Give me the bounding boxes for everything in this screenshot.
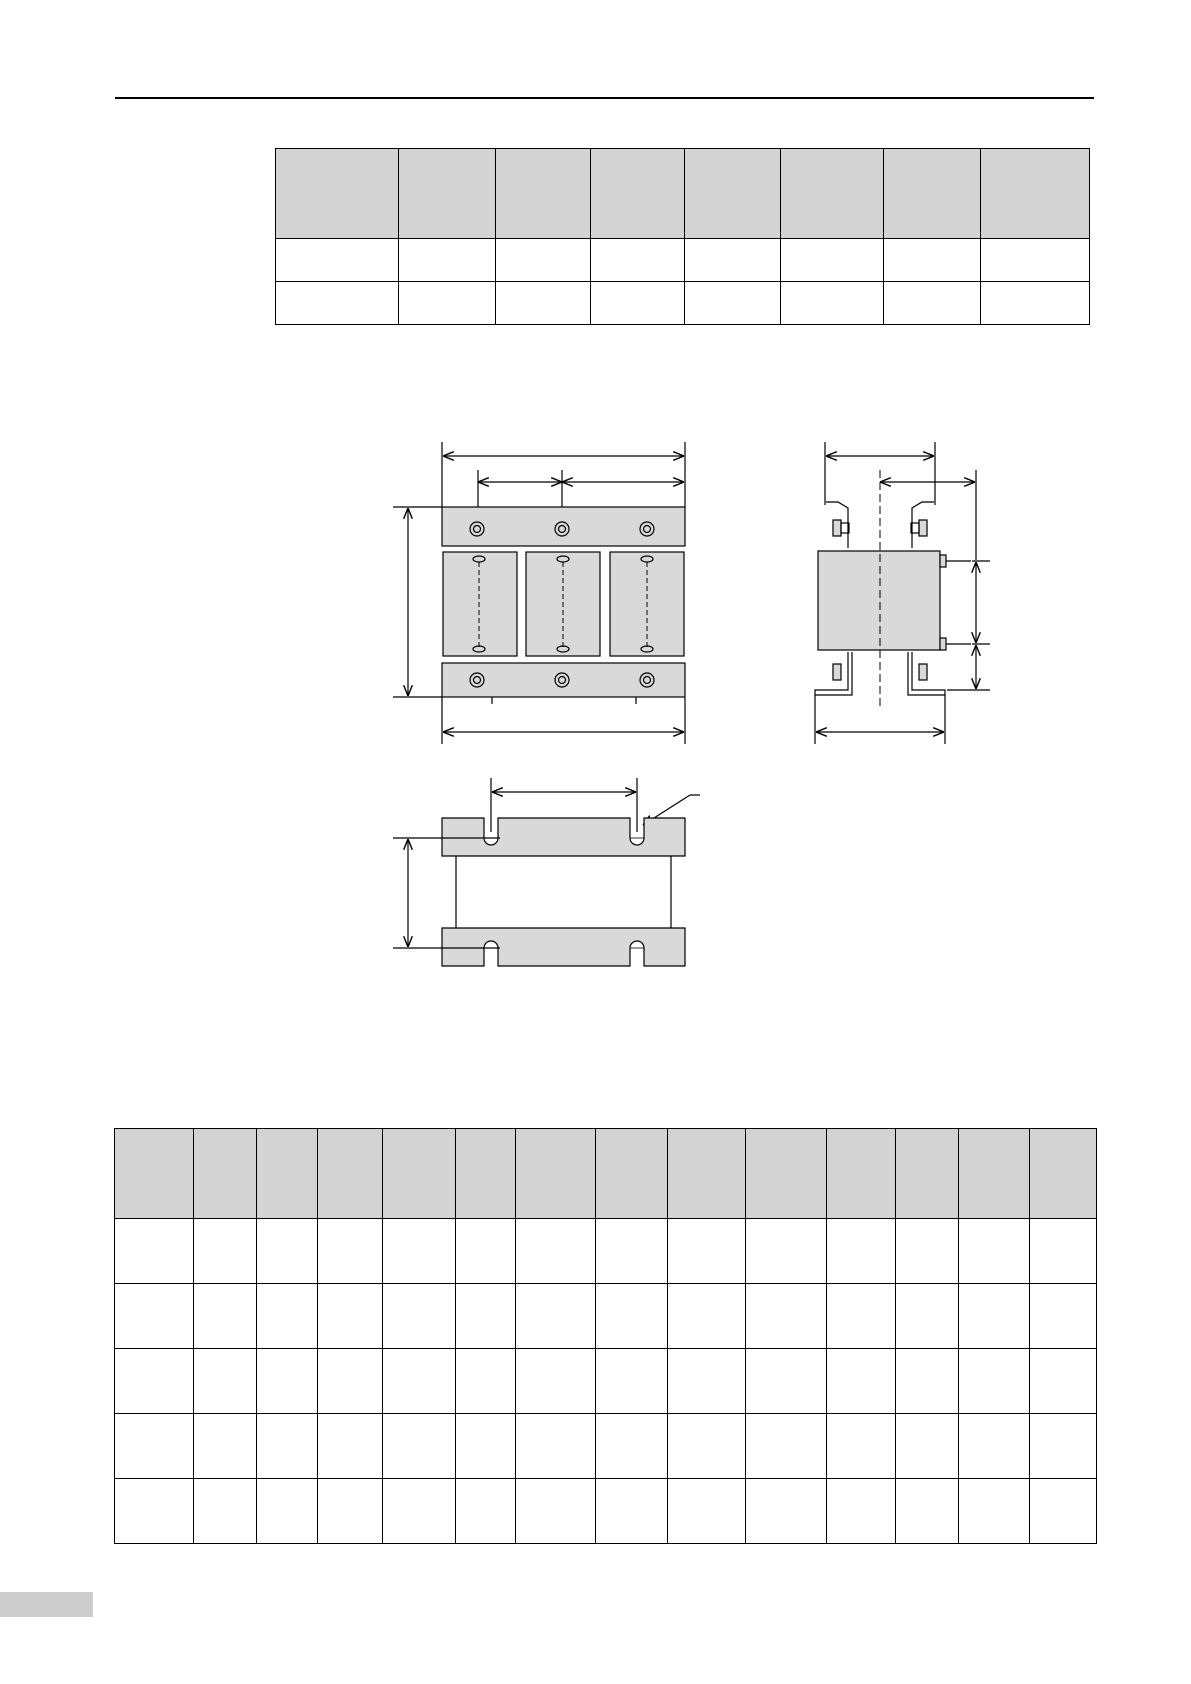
table_bottom-cell <box>115 1219 194 1284</box>
table_bottom-header-cell <box>383 1129 456 1219</box>
table_bottom-cell <box>896 1219 959 1284</box>
table_bottom-cell <box>746 1284 827 1349</box>
table_bottom-cell <box>318 1219 383 1284</box>
table_bottom-row <box>115 1414 1097 1479</box>
front-bottom-bar <box>442 663 685 697</box>
table_bottom-cell <box>896 1284 959 1349</box>
table_bottom-cell <box>668 1349 746 1414</box>
table_bottom-header-cell <box>746 1129 827 1219</box>
table_bottom-cell <box>115 1414 194 1479</box>
table_bottom-cell <box>318 1284 383 1349</box>
table_bottom-header-cell <box>1030 1129 1097 1219</box>
table_bottom-cell <box>827 1414 896 1479</box>
table_bottom-cell <box>194 1219 257 1284</box>
table_bottom-cell <box>827 1284 896 1349</box>
table_bottom-cell <box>516 1349 596 1414</box>
table_bottom-row <box>115 1284 1097 1349</box>
table_bottom-cell <box>746 1349 827 1414</box>
table_bottom-header-cell <box>257 1129 318 1219</box>
table_bottom-cell <box>257 1219 318 1284</box>
table_bottom-cell <box>596 1479 668 1544</box>
table_bottom-cell <box>516 1479 596 1544</box>
table_bottom-cell <box>746 1414 827 1479</box>
table_bottom-cell <box>456 1219 516 1284</box>
table_bottom-header-cell <box>827 1129 896 1219</box>
table_bottom-cell <box>257 1284 318 1349</box>
table_bottom-header-cell <box>115 1129 194 1219</box>
table_bottom-cell <box>959 1479 1030 1544</box>
table_bottom-cell <box>1030 1414 1097 1479</box>
table_bottom-header-cell <box>456 1129 516 1219</box>
table_bottom-cell <box>318 1349 383 1414</box>
table_bottom-cell <box>827 1479 896 1544</box>
table_bottom-cell <box>115 1479 194 1544</box>
table_bottom-row <box>115 1219 1097 1284</box>
table_bottom-cell <box>959 1219 1030 1284</box>
table_bottom-cell <box>194 1284 257 1349</box>
table_bottom-header-cell <box>896 1129 959 1219</box>
table_bottom-header-cell <box>318 1129 383 1219</box>
table_bottom-header-cell <box>194 1129 257 1219</box>
table_bottom-cell <box>668 1284 746 1349</box>
table_bottom-cell <box>746 1219 827 1284</box>
table_bottom-header-cell <box>959 1129 1030 1219</box>
front-coil-left <box>443 552 517 656</box>
table_bottom-cell <box>257 1479 318 1544</box>
table_bottom-cell <box>1030 1479 1097 1544</box>
table_bottom-cell <box>668 1479 746 1544</box>
bottom-view <box>393 778 700 966</box>
side-body <box>818 551 940 650</box>
table-bottom-body <box>115 1129 1097 1544</box>
table_bottom-cell <box>383 1219 456 1284</box>
table_bottom-cell <box>596 1349 668 1414</box>
table_bottom-cell <box>1030 1349 1097 1414</box>
table_bottom-cell <box>668 1414 746 1479</box>
table_bottom-cell <box>896 1479 959 1544</box>
table_bottom-cell <box>194 1479 257 1544</box>
table_bottom-cell <box>1030 1219 1097 1284</box>
table_bottom-cell <box>318 1414 383 1479</box>
table_bottom-cell <box>194 1349 257 1414</box>
table_bottom-cell <box>959 1349 1030 1414</box>
table_bottom-cell <box>115 1349 194 1414</box>
table_bottom-cell <box>896 1414 959 1479</box>
mount-top-bar <box>442 818 685 856</box>
table_bottom-cell <box>383 1414 456 1479</box>
table_bottom-cell <box>115 1284 194 1349</box>
table_bottom-cell <box>456 1284 516 1349</box>
table_bottom-cell <box>596 1414 668 1479</box>
mount-bottom-bar <box>442 928 685 966</box>
table_bottom-row <box>115 1349 1097 1414</box>
table_bottom-cell <box>516 1414 596 1479</box>
table_bottom-cell <box>257 1414 318 1479</box>
table_bottom-header-row <box>115 1129 1097 1219</box>
table_bottom-cell <box>746 1479 827 1544</box>
table_bottom-header-cell <box>516 1129 596 1219</box>
table_bottom-cell <box>456 1414 516 1479</box>
side-view <box>815 442 990 744</box>
table_bottom-cell <box>668 1219 746 1284</box>
table_bottom-cell <box>896 1349 959 1414</box>
table_bottom-cell <box>318 1479 383 1544</box>
table_bottom-cell <box>257 1349 318 1414</box>
table_bottom-row <box>115 1479 1097 1544</box>
page-number-tab <box>0 1592 93 1617</box>
table_bottom-header-cell <box>668 1129 746 1219</box>
table_bottom-cell <box>827 1349 896 1414</box>
table_bottom-cell <box>383 1479 456 1544</box>
table_bottom-header-cell <box>596 1129 668 1219</box>
table_bottom-cell <box>383 1349 456 1414</box>
table_bottom-cell <box>827 1219 896 1284</box>
table_bottom-cell <box>959 1284 1030 1349</box>
spec-table-bottom <box>114 1128 1097 1544</box>
table_bottom-cell <box>959 1414 1030 1479</box>
table_bottom-cell <box>596 1284 668 1349</box>
front-view <box>393 442 685 744</box>
table_bottom-cell <box>516 1284 596 1349</box>
table_bottom-cell <box>516 1219 596 1284</box>
table_bottom-cell <box>194 1414 257 1479</box>
table_bottom-cell <box>596 1219 668 1284</box>
table_bottom-cell <box>383 1284 456 1349</box>
table_bottom-cell <box>1030 1284 1097 1349</box>
table_bottom-cell <box>456 1349 516 1414</box>
table_bottom-cell <box>456 1479 516 1544</box>
